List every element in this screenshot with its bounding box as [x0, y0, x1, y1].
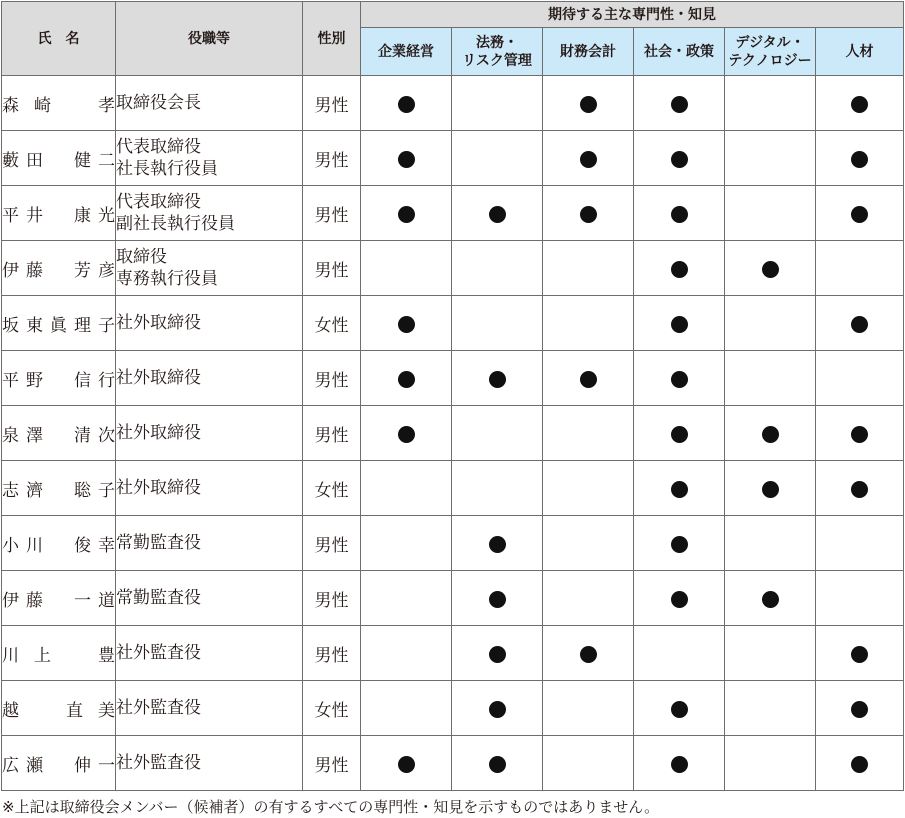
member-gender: 男性	[303, 516, 361, 571]
skill-cell	[543, 571, 634, 626]
filled-circle-icon	[580, 151, 597, 168]
member-role: 社外取締役	[116, 296, 303, 351]
skill-cell	[816, 571, 904, 626]
member-gender: 男性	[303, 736, 361, 791]
skill-cell	[634, 406, 725, 461]
table-header	[2, 2, 904, 76]
member-role: 取締役会長	[116, 76, 303, 131]
filled-circle-icon	[851, 316, 868, 333]
skill-cell	[725, 406, 816, 461]
table-row	[2, 351, 904, 406]
filled-circle-icon	[671, 261, 688, 278]
member-role: 代表取締役 副社長執行役員	[116, 186, 303, 241]
filled-circle-icon	[580, 96, 597, 113]
footnote: ※上記は取締役会メンバー（候補者）の有するすべての専門性・知見を示すものではありません。	[2, 798, 660, 816]
skill-cell	[634, 241, 725, 296]
member-gender: 女性	[303, 461, 361, 516]
member-role: 社外取締役	[116, 406, 303, 461]
member-name: 伊藤 一道	[2, 571, 116, 626]
skill-cell	[725, 516, 816, 571]
header-skill: デジタル・ テクノロジー	[725, 28, 816, 76]
filled-circle-icon	[489, 756, 506, 773]
skill-cell	[361, 461, 452, 516]
member-role: 代表取締役 社長執行役員	[116, 131, 303, 186]
header-skill: 人材	[816, 28, 904, 76]
member-name: 小川 俊幸	[2, 516, 116, 571]
skill-cell	[634, 571, 725, 626]
skill-cell	[816, 461, 904, 516]
member-name: 川上 豊	[2, 626, 116, 681]
table-row	[2, 186, 904, 241]
skill-cell	[361, 406, 452, 461]
skill-cell	[361, 186, 452, 241]
filled-circle-icon	[398, 426, 415, 443]
skill-cell	[361, 76, 452, 131]
skill-cell	[543, 681, 634, 736]
skills-matrix-table	[1, 1, 904, 791]
member-role: 社外取締役	[116, 351, 303, 406]
filled-circle-icon	[580, 646, 597, 663]
filled-circle-icon	[398, 206, 415, 223]
member-name: 広瀬 伸一	[2, 736, 116, 791]
skill-cell	[634, 186, 725, 241]
skill-cell	[452, 736, 543, 791]
table-row	[2, 131, 904, 186]
skill-cell	[543, 626, 634, 681]
skill-cell	[452, 76, 543, 131]
member-role: 社外取締役	[116, 461, 303, 516]
skill-cell	[452, 296, 543, 351]
filled-circle-icon	[671, 756, 688, 773]
member-gender: 男性	[303, 241, 361, 296]
member-role: 取締役 専務執行役員	[116, 241, 303, 296]
skill-cell	[725, 681, 816, 736]
skill-cell	[452, 571, 543, 626]
member-name: 藪田 健二	[2, 131, 116, 186]
filled-circle-icon	[851, 96, 868, 113]
member-name: 坂東眞理子	[2, 296, 116, 351]
skill-cell	[816, 76, 904, 131]
filled-circle-icon	[398, 316, 415, 333]
filled-circle-icon	[851, 756, 868, 773]
filled-circle-icon	[398, 151, 415, 168]
member-gender: 男性	[303, 351, 361, 406]
skill-cell	[543, 131, 634, 186]
skill-cell	[634, 296, 725, 351]
skill-cell	[452, 461, 543, 516]
skill-cell	[816, 736, 904, 791]
filled-circle-icon	[489, 701, 506, 718]
skill-cell	[816, 681, 904, 736]
skill-cell	[361, 351, 452, 406]
filled-circle-icon	[671, 481, 688, 498]
skill-cell	[816, 406, 904, 461]
header-skill: 社会・政策	[634, 28, 725, 76]
filled-circle-icon	[489, 206, 506, 223]
table-row	[2, 76, 904, 131]
skill-cell	[452, 516, 543, 571]
skill-cell	[634, 76, 725, 131]
filled-circle-icon	[762, 426, 779, 443]
skill-cell	[452, 681, 543, 736]
filled-circle-icon	[671, 151, 688, 168]
member-name: 志濟 聡子	[2, 461, 116, 516]
filled-circle-icon	[762, 481, 779, 498]
filled-circle-icon	[489, 646, 506, 663]
member-name: 伊藤 芳彦	[2, 241, 116, 296]
skill-cell	[543, 76, 634, 131]
skill-cell	[361, 681, 452, 736]
skill-cell	[543, 516, 634, 571]
table-row	[2, 681, 904, 736]
filled-circle-icon	[671, 701, 688, 718]
filled-circle-icon	[851, 701, 868, 718]
header-skill: 財務会計	[543, 28, 634, 76]
member-role: 常勤監査役	[116, 516, 303, 571]
skill-cell	[725, 571, 816, 626]
skill-cell	[452, 406, 543, 461]
filled-circle-icon	[671, 96, 688, 113]
skill-cell	[543, 461, 634, 516]
skill-cell	[452, 131, 543, 186]
filled-circle-icon	[671, 536, 688, 553]
skill-cell	[634, 736, 725, 791]
skill-cell	[725, 296, 816, 351]
filled-circle-icon	[671, 206, 688, 223]
skill-cell	[543, 186, 634, 241]
member-name: 平井 康光	[2, 186, 116, 241]
skill-cell	[725, 76, 816, 131]
member-role: 社外監査役	[116, 736, 303, 791]
skill-cell	[816, 241, 904, 296]
skill-cell	[361, 626, 452, 681]
filled-circle-icon	[671, 426, 688, 443]
member-role: 社外監査役	[116, 626, 303, 681]
skill-cell	[452, 626, 543, 681]
skill-cell	[816, 516, 904, 571]
skill-cell	[634, 516, 725, 571]
skill-cell	[816, 131, 904, 186]
skill-cell	[816, 296, 904, 351]
filled-circle-icon	[671, 591, 688, 608]
skill-cell	[361, 571, 452, 626]
filled-circle-icon	[489, 371, 506, 388]
table-row	[2, 736, 904, 791]
skill-cell	[634, 681, 725, 736]
member-gender: 男性	[303, 626, 361, 681]
skill-cell	[816, 351, 904, 406]
skill-cell	[452, 186, 543, 241]
header-skill: 企業経営	[361, 28, 452, 76]
filled-circle-icon	[489, 536, 506, 553]
skill-cell	[543, 296, 634, 351]
table-row	[2, 406, 904, 461]
member-gender: 男性	[303, 76, 361, 131]
skill-cell	[634, 626, 725, 681]
filled-circle-icon	[851, 151, 868, 168]
table-row	[2, 626, 904, 681]
skill-cell	[725, 186, 816, 241]
skill-cell	[634, 351, 725, 406]
filled-circle-icon	[762, 261, 779, 278]
skill-cell	[725, 241, 816, 296]
member-gender: 男性	[303, 571, 361, 626]
skill-cell	[543, 736, 634, 791]
filled-circle-icon	[762, 591, 779, 608]
skill-cell	[725, 131, 816, 186]
skill-cell	[725, 736, 816, 791]
filled-circle-icon	[489, 591, 506, 608]
skill-cell	[543, 406, 634, 461]
header-skill: 法務・ リスク管理	[452, 28, 543, 76]
skill-cell	[361, 241, 452, 296]
skill-cell	[634, 131, 725, 186]
skill-cell	[634, 461, 725, 516]
filled-circle-icon	[671, 316, 688, 333]
member-gender: 男性	[303, 186, 361, 241]
table-row	[2, 461, 904, 516]
skill-cell	[361, 736, 452, 791]
skill-cell	[361, 516, 452, 571]
table-row	[2, 516, 904, 571]
skill-cell	[452, 351, 543, 406]
table-row	[2, 241, 904, 296]
skill-cell	[725, 351, 816, 406]
filled-circle-icon	[580, 206, 597, 223]
header-expertise-group: 期待する主な専門性・知見	[361, 2, 904, 28]
filled-circle-icon	[851, 481, 868, 498]
member-gender: 女性	[303, 681, 361, 736]
member-role: 常勤監査役	[116, 571, 303, 626]
member-name: 泉澤 清次	[2, 406, 116, 461]
skill-cell	[452, 241, 543, 296]
table-row	[2, 296, 904, 351]
header-role: 役職等	[116, 2, 303, 76]
header-name: 氏 名	[2, 2, 116, 76]
skill-cell	[725, 626, 816, 681]
skill-cell	[543, 241, 634, 296]
filled-circle-icon	[851, 426, 868, 443]
skill-cell	[725, 461, 816, 516]
filled-circle-icon	[851, 206, 868, 223]
member-name: 平野 信行	[2, 351, 116, 406]
skill-cell	[361, 296, 452, 351]
member-name: 森崎 孝	[2, 76, 116, 131]
skill-cell	[816, 186, 904, 241]
table-body	[2, 76, 904, 791]
skill-cell	[816, 626, 904, 681]
member-gender: 男性	[303, 406, 361, 461]
filled-circle-icon	[671, 371, 688, 388]
header-gender: 性別	[303, 2, 361, 76]
table-row	[2, 571, 904, 626]
filled-circle-icon	[398, 371, 415, 388]
skill-cell	[543, 351, 634, 406]
member-gender: 男性	[303, 131, 361, 186]
skill-cell	[361, 131, 452, 186]
member-gender: 女性	[303, 296, 361, 351]
filled-circle-icon	[580, 371, 597, 388]
filled-circle-icon	[398, 756, 415, 773]
filled-circle-icon	[398, 96, 415, 113]
member-role: 社外監査役	[116, 681, 303, 736]
filled-circle-icon	[851, 646, 868, 663]
member-name: 越 直美	[2, 681, 116, 736]
